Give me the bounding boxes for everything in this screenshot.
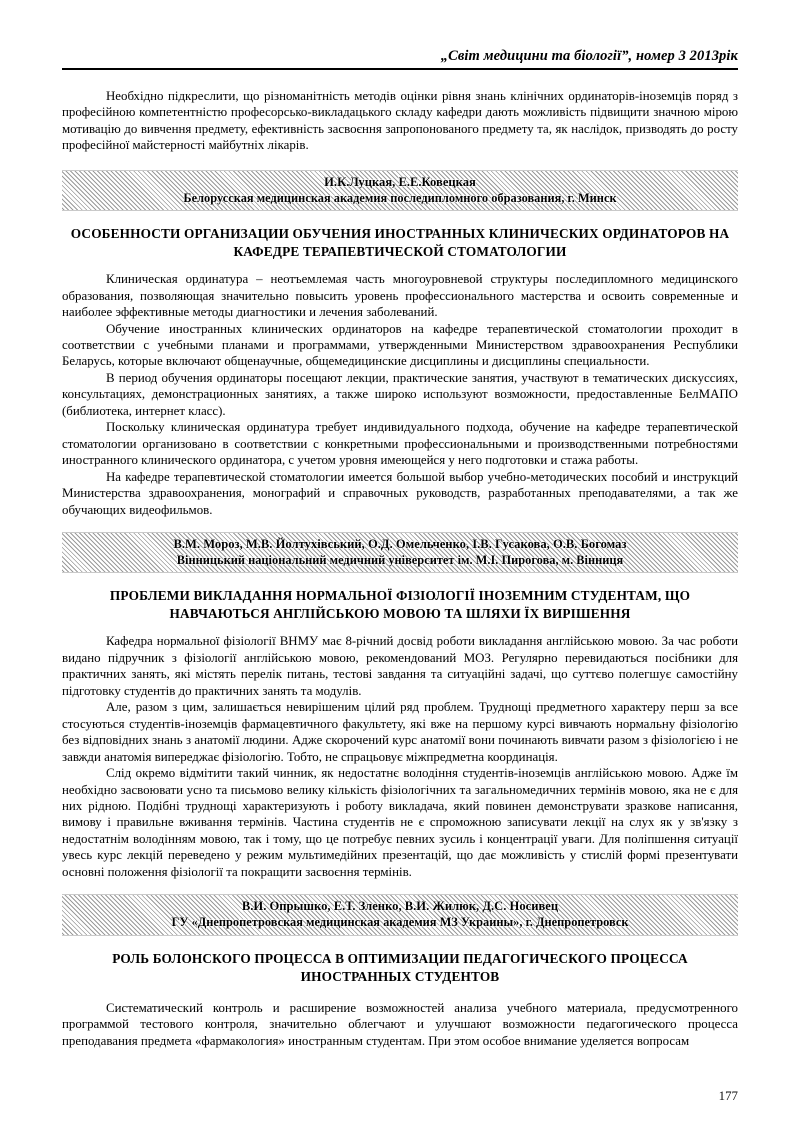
article-title-line: ОСОБЕННОСТИ ОРГАНИЗАЦИИ ОБУЧЕНИЯ ИНОСТРАННЫХ КЛИНИЧЕСКИХ ОРДИНАТОРОВ НА: [70, 226, 730, 242]
intro-paragraph: Необхідно підкреслити, що різноманітність методів оцінки рівня знань клінічних ординаторів-іноземців поряд з професійною компетентністю професорсько-викладацького складу кафедри дають можливість підвищити значною мірою мотивацію до вивчення предмету, ефективність засвоєння запропонованого предмету та, як наслідок, призводять до росту професійної майстерності майбутніх лікарів.: [62, 89, 738, 153]
running-head: „Світ медицини та біології”, номер 3 2013рік: [440, 48, 738, 64]
article-title-line: НАВЧАЮТЬСЯ АНГЛІЙСЬКОЮ МОВОЮ ТА ШЛЯХИ ЇХ ВИРІШЕННЯ: [169, 606, 631, 622]
paragraph: Обучение иностранных клинических ординаторов на кафедре терапевтической стоматологии проходит в соответствии с учебными планами и программами, утвержденными Министерством здравоохранения Республики Беларусь, которые включают общенаучные, общемедицинские дисциплины и дисциплины специальности.: [62, 321, 738, 369]
article-title-1: [62, 225, 738, 261]
article-authors: В.М. Мороз, М.В. Йолтухівський, О.Д. Омельченко, І.В. Гусакова, О.В. Богомаз: [173, 537, 627, 552]
author-banner-3: [62, 894, 738, 935]
article-body-3: [62, 1000, 738, 1049]
paragraph: Поскольку клиническая ординатура требует индивидуального подхода, обучение на кафедре терапевтической стоматологии организовано в соответствии с конкретными профессиональными и производственными потребностями иностранного клинического ординатора, с учетом уровня имеющейся у него подготовки и стажа работы.: [62, 420, 738, 468]
paragraph: Клиническая ординатура – неотъемлемая часть многоуровневой структуры последипломного медицинского образования, позволяющая значительно повысить уровень профессионального мастерства и освоить современные и наиболее эффективные методы диагностики и лечения заболеваний.: [62, 272, 738, 320]
article-body-1: [62, 271, 738, 518]
article-title-line: КАФЕДРЕ ТЕРАПЕВТИЧЕСКОЙ СТОМАТОЛОГИИ: [233, 244, 567, 260]
article-title-2: [62, 587, 738, 623]
author-banner-1: [62, 170, 738, 211]
paragraph: Слід окремо відмітити такий чинник, як недостатнє володіння студентів-іноземців англійською мовою. Адже їм необхідно засвоювати усно та письмово велику кількість фізіологічних та загальномедичних термінів мовою, яка не є для них рідною. Подібні труднощі характеризують і роботу викладача, який повинен демонструвати зразкове написання, вимову і правильне вживання термінів. Частина студентів не є спроможною записувати лекції на слух як у зв'язку з недостатнім володінням мовою, так і тому, що це потребує певних зусиль і концентрації уваги. Для поліпшення ситуації увесь курс лекцій переведено у режим мультимедійних презентацій, що дає можливість у стислій формі презентувати основні положення фізіології та покращити засвоєння термінів.: [62, 766, 738, 879]
article-affiliation: ГУ «Днепропетровская медицинская академия МЗ Украины», г. Днепропетровск: [171, 915, 629, 930]
paragraph: На кафедре терапевтической стоматологии имеется большой выбор учебно-методических пособий и инструкций Министерства здравоохранения, монографий и справочных руководств, разработанных преподавателями, а так же обучающих видеофильмов.: [62, 469, 738, 517]
paragraph: В период обучения ординаторы посещают лекции, практические занятия, участвуют в тематических дискуссиях, консультациях, демонстрационных занятиях, а также широко используют возможности, предоставленные БелМАПО (библиотека, интернет класс).: [62, 370, 738, 418]
paragraph: Систематический контроль и расширение возможностей анализа учебного материала, предусмотренного программой тестового контроля, значительно облегчают и улучшают возможности педагогического процесса преподавания предмета «фармакология» иностранным студентам. При этом особое внимание уделяется вопросам: [62, 1000, 738, 1048]
article-authors: В.И. Опрышко, Е.Т. Зленко, В.И. Жилюк, Д.С. Носивец: [241, 899, 559, 914]
article-affiliation: Белорусская медицинская академия последипломного образования, г. Минск: [183, 191, 617, 206]
article-affiliation: Вінницький національний медичний університет ім. М.І. Пирогова, м. Вінниця: [176, 553, 624, 568]
header-rule: [62, 68, 738, 70]
paragraph: Але, разом з цим, залишається невирішеним цілий ряд проблем. Труднощі предметного характеру перш за все стосуються студентів-іноземців фармацевтичного факультету, які вже на першому курсі вивчають нормальну фізіологію без відповідних знань з анатомії людини. Адже скорочений курс анатомії вони починають вивчати разом з фізіологією і не завжди анатомія випереджає фізіологію. Тобто, не спрацьовує міжпредметна координація.: [62, 700, 738, 764]
article-title-line: РОЛЬ БОЛОНСКОГО ПРОЦЕССА В ОПТИМИЗАЦИИ ПЕДАГОГИЧЕСКОГО ПРОЦЕССА: [112, 950, 688, 966]
page-number: 177: [718, 1089, 738, 1103]
article-title-3: [62, 950, 738, 986]
article-title-line: ИНОСТРАННЫХ СТУДЕНТОВ: [300, 968, 500, 984]
article-title-line: ПРОБЛЕМИ ВИКЛАДАННЯ НОРМАЛЬНОЇ ФІЗІОЛОГІЇ ІНОЗЕМНИМ СТУДЕНТАМ, ЩО: [109, 588, 691, 604]
paragraph: Кафедра нормальної фізіології ВНМУ має 8-річний досвід роботи викладання англійською мовою. За час роботи видано підручник з фізіології англійською мовою, рекомендований МОЗ. Регулярно перевидаються посібники для практичних занять, які містять перелік питань, тестові завдання та ситуаційні задачі, що суттєво полегшує самостійну підготовку студентів до практичних занять та модулів.: [62, 634, 738, 698]
author-banner-2: [62, 532, 738, 573]
article-authors: И.К.Луцкая, Е.Е.Ковецкая: [324, 174, 476, 189]
article-body-2: [62, 633, 738, 880]
